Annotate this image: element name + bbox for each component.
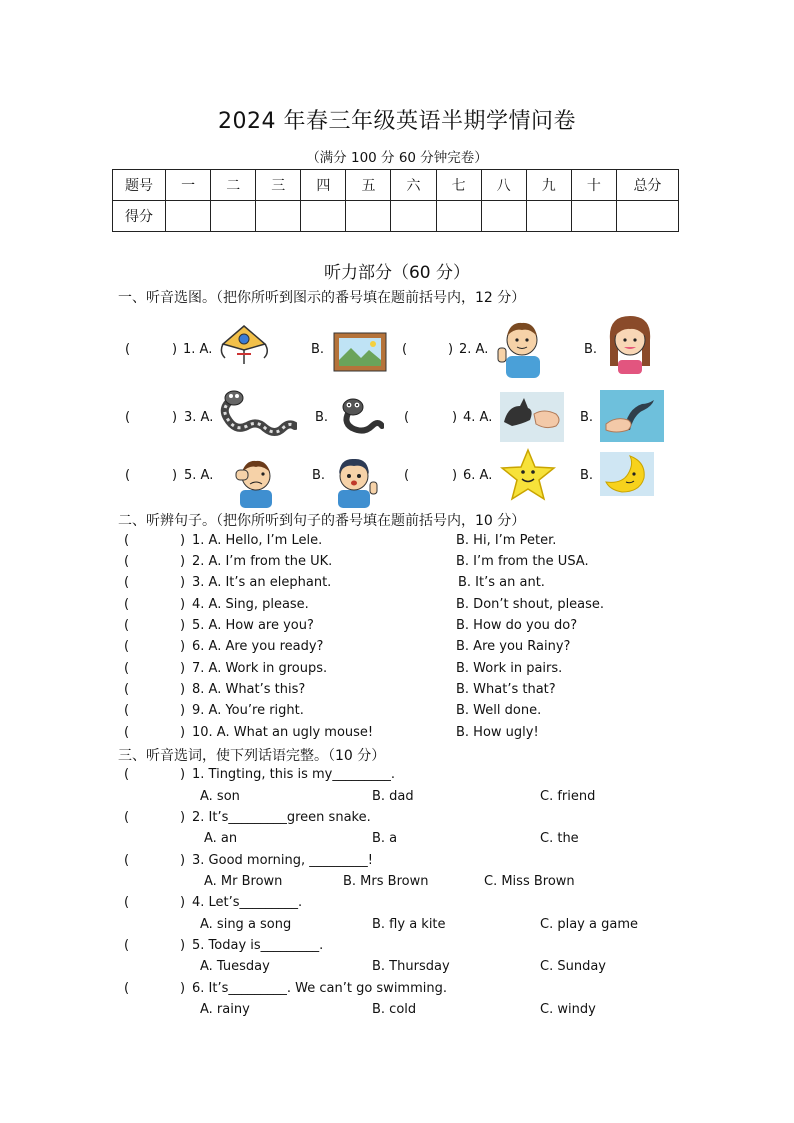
answer-paren-open[interactable]: (: [124, 682, 130, 697]
answer-paren-open[interactable]: (: [124, 639, 130, 654]
question-text: 2. It’s_________green snake.: [192, 810, 371, 825]
answer-paren-close: ): [180, 682, 186, 697]
score-input-cell[interactable]: [166, 201, 211, 232]
answer-paren-close: ): [172, 410, 178, 425]
option-a: 8. A. What’s this?: [192, 682, 306, 697]
option-b: B. Well done.: [456, 703, 542, 718]
answer-paren-close: ): [180, 725, 186, 740]
option-b: B. How do you do?: [456, 618, 578, 633]
score-input-cell[interactable]: [301, 201, 346, 232]
score-cell: 四: [301, 170, 346, 201]
score-input-cell[interactable]: [391, 201, 436, 232]
answer-paren-close: ): [180, 618, 186, 633]
answer-paren-close: ): [180, 554, 186, 569]
option-b: B. a: [372, 831, 398, 846]
answer-paren-close: ): [180, 703, 186, 718]
p1-item-1-b: B.: [311, 342, 325, 357]
p1-item-2-num: 2. A.: [459, 342, 489, 357]
option-b: B. cold: [372, 1002, 417, 1017]
question-text: 4. Let’s_________.: [192, 895, 303, 910]
score-table-header-row: [113, 170, 679, 201]
answer-paren-open[interactable]: (: [124, 725, 130, 740]
score-input-cell[interactable]: [526, 201, 571, 232]
p1-item-5-num: 5. A.: [184, 468, 214, 483]
option-a: A. an: [204, 831, 238, 846]
answer-paren-open[interactable]: (: [124, 554, 130, 569]
p1-item-1-num: 1. A.: [183, 342, 213, 357]
option-b: B. I’m from the USA.: [456, 554, 589, 569]
answer-paren-close: ): [180, 938, 186, 953]
question-text: 6. It’s_________. We can’t go swimming.: [192, 981, 447, 996]
part2-heading: 二、听辨句子。（把你所听到句子的番号填在题前括号内，10 分）: [118, 513, 526, 529]
answer-paren-close: ): [180, 533, 186, 548]
option-a: 4. A. Sing, please.: [192, 597, 309, 612]
question-text: 3. Good morning, _________!: [192, 853, 373, 868]
score-cell: 八: [481, 170, 526, 201]
score-input-cell[interactable]: [256, 201, 301, 232]
boy-crying-icon[interactable]: [232, 452, 280, 508]
score-label-cell: 得分: [113, 201, 166, 232]
page-subtitle: （满分 100 分 60 分钟完卷）: [306, 150, 488, 166]
p1-item-3-num: 3. A.: [184, 410, 214, 425]
option-a: A. rainy: [200, 1002, 250, 1017]
answer-paren-close: ): [172, 342, 178, 357]
option-b: B. dad: [372, 789, 414, 804]
answer-paren-close: ): [448, 342, 454, 357]
kite-icon[interactable]: [217, 324, 272, 366]
score-cell: 总分: [616, 170, 678, 201]
shadow-swan-icon[interactable]: [600, 390, 664, 442]
answer-paren-open[interactable]: (: [124, 618, 130, 633]
p1-item-5-b: B.: [312, 468, 326, 483]
question-text: 1. Tingting, this is my_________.: [192, 767, 396, 782]
answer-paren-open[interactable]: (: [125, 342, 131, 357]
score-input-cell[interactable]: [346, 201, 391, 232]
option-c: C. Sunday: [540, 959, 606, 974]
page-title: 2024 年春三年级英语半期学情问卷: [218, 109, 576, 134]
p1-item-4-num: 4. A.: [463, 410, 493, 425]
answer-paren-close: ): [180, 810, 186, 825]
score-cell: 六: [391, 170, 436, 201]
option-a: A. son: [200, 789, 240, 804]
option-b: B. How ugly!: [456, 725, 539, 740]
score-input-cell[interactable]: [571, 201, 616, 232]
answer-paren-open[interactable]: (: [125, 410, 131, 425]
score-input-cell[interactable]: [211, 201, 256, 232]
option-b: B. Hi, I’m Peter.: [456, 533, 557, 548]
option-b: B. fly a kite: [372, 917, 446, 932]
option-c: C. play a game: [540, 917, 638, 932]
p1-item-2-b: B.: [584, 342, 598, 357]
option-b: B. Thursday: [372, 959, 450, 974]
moon-icon[interactable]: [600, 452, 654, 496]
answer-paren-close: ): [452, 468, 458, 483]
small-snake-icon[interactable]: [336, 396, 384, 438]
score-cell: 一: [166, 170, 211, 201]
option-a: 1. A. Hello, I’m Lele.: [192, 533, 323, 548]
picture-frame-icon[interactable]: [333, 332, 387, 372]
answer-paren-close: ): [180, 767, 186, 782]
option-a: A. sing a song: [200, 917, 292, 932]
answer-paren-close: ): [180, 853, 186, 868]
answer-paren-close: ): [452, 410, 458, 425]
question-text: 5. Today is_________.: [192, 938, 324, 953]
long-snake-icon[interactable]: [217, 388, 297, 440]
answer-paren-close: ): [180, 639, 186, 654]
answer-paren-open[interactable]: (: [124, 703, 130, 718]
score-cell: 九: [526, 170, 571, 201]
answer-paren-close: ): [180, 895, 186, 910]
option-a: 3. A. It’s an elephant.: [192, 575, 332, 590]
answer-paren-close: ): [180, 981, 186, 996]
shadow-dog-icon[interactable]: [500, 392, 564, 442]
option-c: C. Miss Brown: [484, 874, 575, 889]
option-c: C. friend: [540, 789, 596, 804]
answer-paren-open[interactable]: (: [124, 895, 130, 910]
answer-paren-open[interactable]: (: [124, 533, 130, 548]
answer-paren-close: ): [172, 468, 178, 483]
option-a: A. Tuesday: [200, 959, 270, 974]
score-cell: 三: [256, 170, 301, 201]
option-a: 6. A. Are you ready?: [192, 639, 324, 654]
star-icon[interactable]: [500, 448, 556, 502]
option-b: B. Don’t shout, please.: [456, 597, 605, 612]
score-cell: 二: [211, 170, 256, 201]
option-b: B. What’s that?: [456, 682, 556, 697]
listening-section-title: 听力部分（60 分）: [323, 263, 471, 283]
boy-waving-icon[interactable]: [496, 314, 548, 378]
boy-surprised-icon[interactable]: [330, 452, 378, 508]
answer-paren-open[interactable]: (: [404, 468, 410, 483]
answer-paren-open[interactable]: (: [124, 661, 130, 676]
score-input-cell[interactable]: [616, 201, 678, 232]
answer-paren-open[interactable]: (: [404, 410, 410, 425]
score-cell: 题号: [113, 170, 166, 201]
option-a: 10. A. What an ugly mouse!: [192, 725, 374, 740]
part1-heading: 一、听音选图。（把你所听到图示的番号填在题前括号内，12 分）: [118, 290, 526, 306]
answer-paren-open[interactable]: (: [124, 810, 130, 825]
answer-paren-close: ): [180, 575, 186, 590]
score-cell: 五: [346, 170, 391, 201]
option-a: 5. A. How are you?: [192, 618, 314, 633]
p1-item-6-num: 6. A.: [463, 468, 493, 483]
score-input-cell[interactable]: [481, 201, 526, 232]
option-a: 7. A. Work in groups.: [192, 661, 328, 676]
option-c: C. windy: [540, 1002, 596, 1017]
option-c: C. the: [540, 831, 579, 846]
answer-paren-open[interactable]: (: [124, 938, 130, 953]
option-a: A. Mr Brown: [204, 874, 283, 889]
score-cell: 七: [436, 170, 481, 201]
answer-paren-close: ): [180, 661, 186, 676]
score-table-score-row: [113, 201, 679, 232]
answer-paren-open[interactable]: (: [125, 468, 131, 483]
answer-paren-open[interactable]: (: [124, 597, 130, 612]
option-a: 9. A. You’re right.: [192, 703, 304, 718]
p1-item-6-b: B.: [580, 468, 594, 483]
answer-paren-open[interactable]: (: [402, 342, 408, 357]
answer-paren-open[interactable]: (: [124, 767, 130, 782]
option-b: B. Mrs Brown: [343, 874, 429, 889]
answer-paren-open[interactable]: (: [124, 853, 130, 868]
score-cell: 十: [571, 170, 616, 201]
score-input-cell[interactable]: [436, 201, 481, 232]
score-table: [112, 169, 679, 232]
p1-item-3-b: B.: [315, 410, 329, 425]
girl-icon[interactable]: [604, 310, 656, 376]
option-a: 2. A. I’m from the UK.: [192, 554, 333, 569]
option-b: B. Work in pairs.: [456, 661, 563, 676]
answer-paren-close: ): [180, 597, 186, 612]
p1-item-4-b: B.: [580, 410, 594, 425]
option-b: B. Are you Rainy?: [456, 639, 571, 654]
answer-paren-open[interactable]: (: [124, 981, 130, 996]
answer-paren-open[interactable]: (: [124, 575, 130, 590]
option-b: B. It’s an ant.: [458, 575, 545, 590]
part3-heading: 三、听音选词，使下列话语完整。（10 分）: [118, 748, 386, 764]
